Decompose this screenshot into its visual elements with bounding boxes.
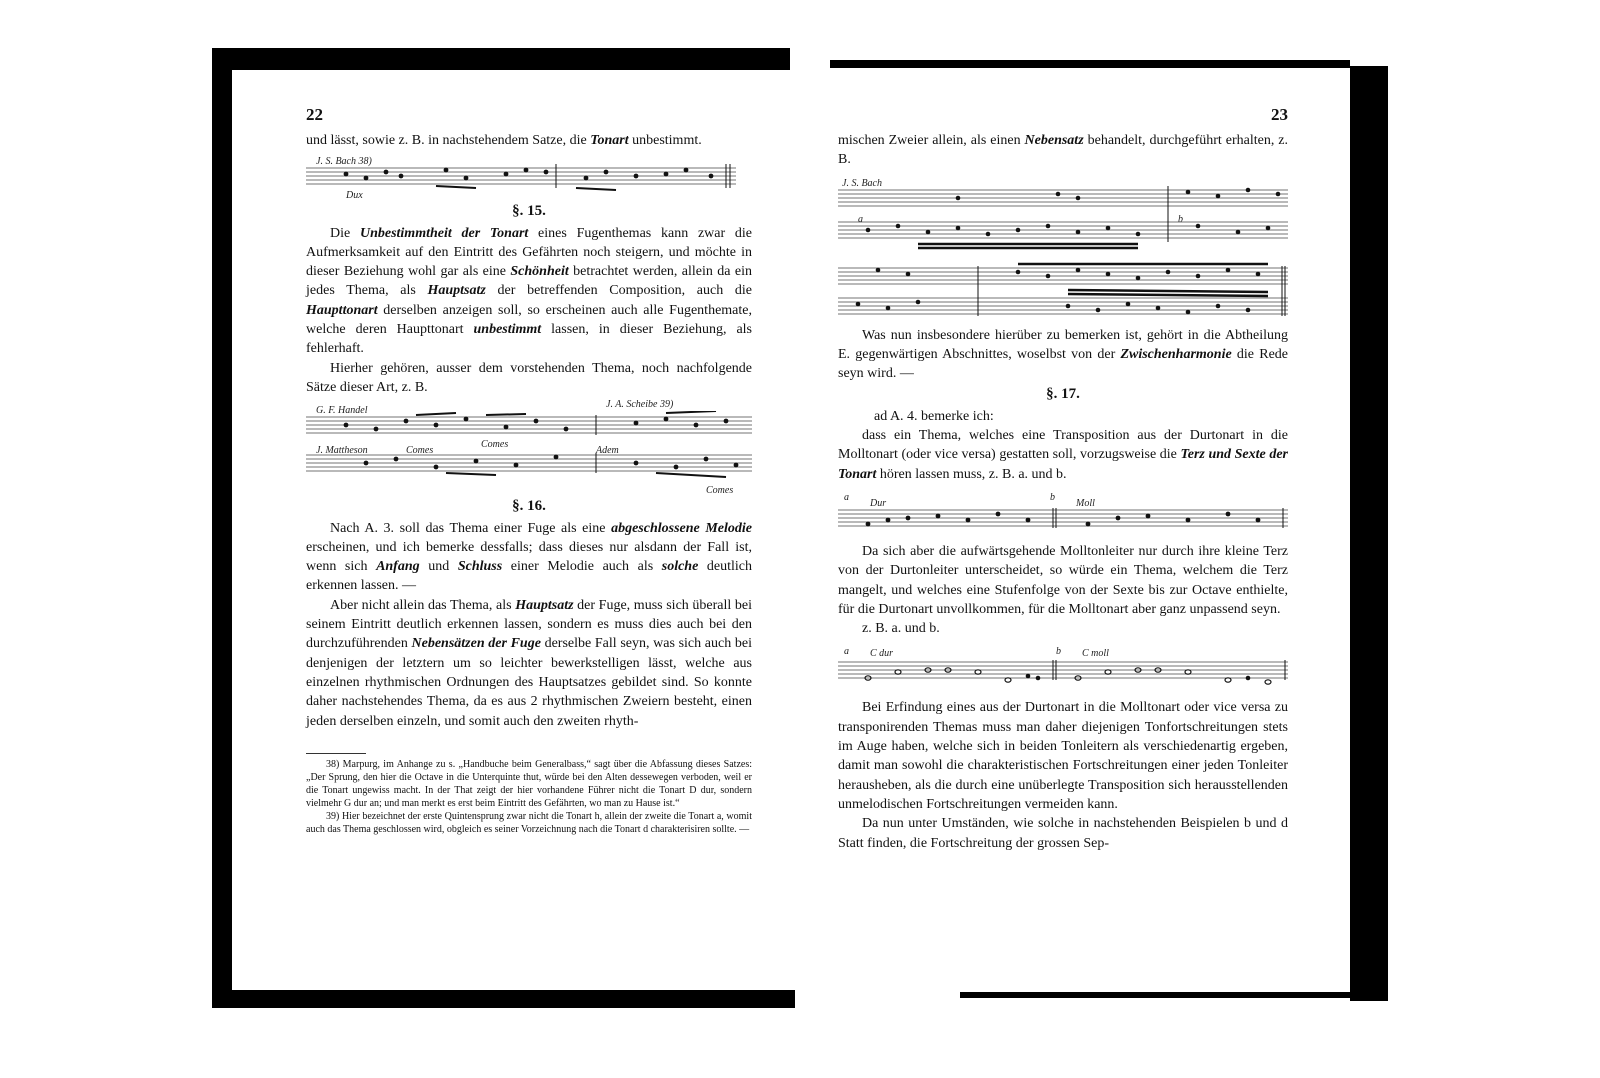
music-example-1 [306,154,752,202]
music-example-4 [838,488,1288,538]
music-staff-notation [306,164,752,192]
scan-border-bottom-left [220,990,795,1008]
footnote-39: 39) Hier bezeichnet der erste Quintensprung zwar nicht die Tonart h, allein der zweite die Tonart a, womit auch das Thema geschlossen wird, obgleich es seiner Vorzeichnung nach die Tonart d charakterisiren sollte. — [306,810,752,835]
paragraph-s17: dass ein Thema, welches eine Transposition aus der Durtonart in die Molltonart (oder vice versa) gestatten soll, vorzugsweise die Terz und Sexte der Tonart hören lassen muss, z. B. a. und b. [838,428,1289,482]
example-composer: G. F. Handel [316,405,368,417]
example-label: C dur [870,648,894,660]
paragraph-s16: Nach A. 3. soll das Thema einer Fuge als eine abgeschlossene Melodie erscheinen, und ich bemerke dessfalls; dass dieses nur alsdann der Fall ist, wenn sich Anfang und Schluss einer Melodie auch als solche deutlich erkennen lassen. — [306,520,752,594]
paragraph-4: Da nun unter Umständen, wie solche in nachstehenden Beispielen b und d Statt finden, die Fortschreitung der grossen Sep- [838,816,1288,851]
example-composer: J. Mattheson [316,445,368,457]
example-label: Dux [346,190,363,202]
scan-border-right [1350,66,1388,1001]
example-label: Dur [870,497,887,509]
music-example-3 [838,174,1288,322]
left-page [306,105,752,836]
example-label: Comes [406,445,434,457]
example-label: b [1178,213,1183,225]
paragraph-s15: Die Unbestimmtheit der Tonart eines Fugenthemas kann zwar die Aufmerksamkeit auf den Eintritt des Gefährten noch steigern, und möchte in dieser Beziehung wohl gar als eine Schönheit betrachtet werden, allein da ein jedes Thema, als Hauptsatz der betreffenden Composition, auch die Haupttonart derselben anzeigen soll, so erscheinen auch alle Fugenthemate, welche deren Haupttonart unbestimmt lassen, in dieser Beziehung, als fehlerhaft. [306,225,752,357]
footnote-divider [306,753,366,754]
scan-border-bottom-right [960,992,1370,998]
example-label: Comes [481,439,509,451]
music-staff-notation [306,411,752,491]
paragraph-s17-sub: ad A. 4. bemerke ich: [874,408,994,424]
example-label: Adem [596,445,619,457]
music-staff-notation [838,658,1288,690]
music-staff-notation [838,186,1288,324]
example-label: a [844,646,849,658]
page-number: 22 [306,105,323,124]
example-label: a [844,491,849,503]
example-label: b [1056,646,1061,658]
example-label: b [1050,491,1055,503]
paragraph-3: Bei Erfindung eines aus der Durtonart in die Molltonart oder vice versa zu transponirenden Themas muss man daher diejenigen Tonfortschreitungen stets im Auge haben, welche sich in beiden Tonleitern als verschiedenartig ergeben, damit man sowohl die charakteristischen Fortschreitungen einer jeden Tonleiter herausheben, als die durch eine unüberlegte Transposition sich herausstellenden unmelodischen Fortschreitungen vermeiden kann. [838,700,1288,812]
example-composer: J. S. Bach [842,177,882,189]
music-staff-notation [838,506,1288,536]
scan-border-top-left [220,48,790,70]
paragraph-2-b: z. B. a. und b. [862,621,940,637]
paragraph-1: Was nun insbesondere hierüber zu bemerken ist, gehört in die Abtheilung E. gegenwärtigen Abschnittes, woselbst von der Zwischenharmonie die Rede seyn wird. — [838,327,1288,382]
paragraph-2: Da sich aber die aufwärtsgehende Molltonleiter nur durch ihre kleine Terz von der Durtonleiter unterscheidet, so würde ein Thema, welchem die Terz mangelt, und welches eine Stufenfolge von der Sexte bis zur Octave enthielte, für die Durtonart unvollkommen, für die Molltonart aber ganz unpassend seyn. [838,543,1288,617]
right-page [838,105,1288,853]
paragraph-s16-b: Aber nicht allein das Thema, als Hauptsatz der Fuge, muss sich überall bei seinem Eintritt deutlich erkennen lassen, sondern es muss dies auch bei den durchzuführenden Nebensätzen der Fuge derselbe Fall seyn, was sich auch bei denjenigen der letztern um so leichter bewerkstelligen lässt, welche aus einzelnen rhythmischen Ordnungen des Hauptsatzes gebildet sind. So konnte daher nachstehendes Thema, da es aus 2 rhythmischen Zweiern besteht, einen jeden derselben einzeln, und somit auch den zweiten rhyth- [306,597,753,729]
section-heading: §. 16. [512,498,546,515]
example-label: C moll [1082,648,1109,660]
example-label: Comes [706,485,734,497]
scan-border-top-right [830,60,1350,68]
music-example-5 [838,642,1288,694]
intro-paragraph: mischen Zweier allein, als einen Nebensatz behandelt, durchgeführt erhalten, z. B. [838,133,1288,168]
music-example-2 [306,399,752,497]
footnote-38: 38) Marpurg, im Anhange zu s. „Handbuche beim Generalbass,“ sagt über die Abfassung dieses Satzes: „Der Sprung, den hier die Octave in die Unterquinte thut, würde bei den Alten dessewegen verboden, weil er die Tonart ungewiss macht. In der That zeigt der hier vorhandene Führer nicht die Tonart D dur, sondern vielmehr G dur an; und man merkt es erst beim Eintritt des Gefährten, wo man zu Hause ist.“ [306,758,752,809]
section-heading: §. 15. [512,203,546,220]
section-heading: §. 17. [1046,386,1080,403]
example-label: a [858,213,863,225]
scan-border-left [212,48,232,1008]
intro-paragraph: und lässt, sowie z. B. in nachstehendem Satze, die Tonart unbestimmt. [306,133,702,148]
example-label: Moll [1076,497,1095,509]
paragraph-s15-b: Hierher gehören, ausser dem vorstehenden Thema, noch nachfolgende Sätze dieser Art, z. B. [306,360,752,395]
page-number: 23 [1271,105,1288,124]
example-composer: J. S. Bach 38) [316,156,372,168]
example-composer: J. A. Scheibe 39) [606,399,674,411]
